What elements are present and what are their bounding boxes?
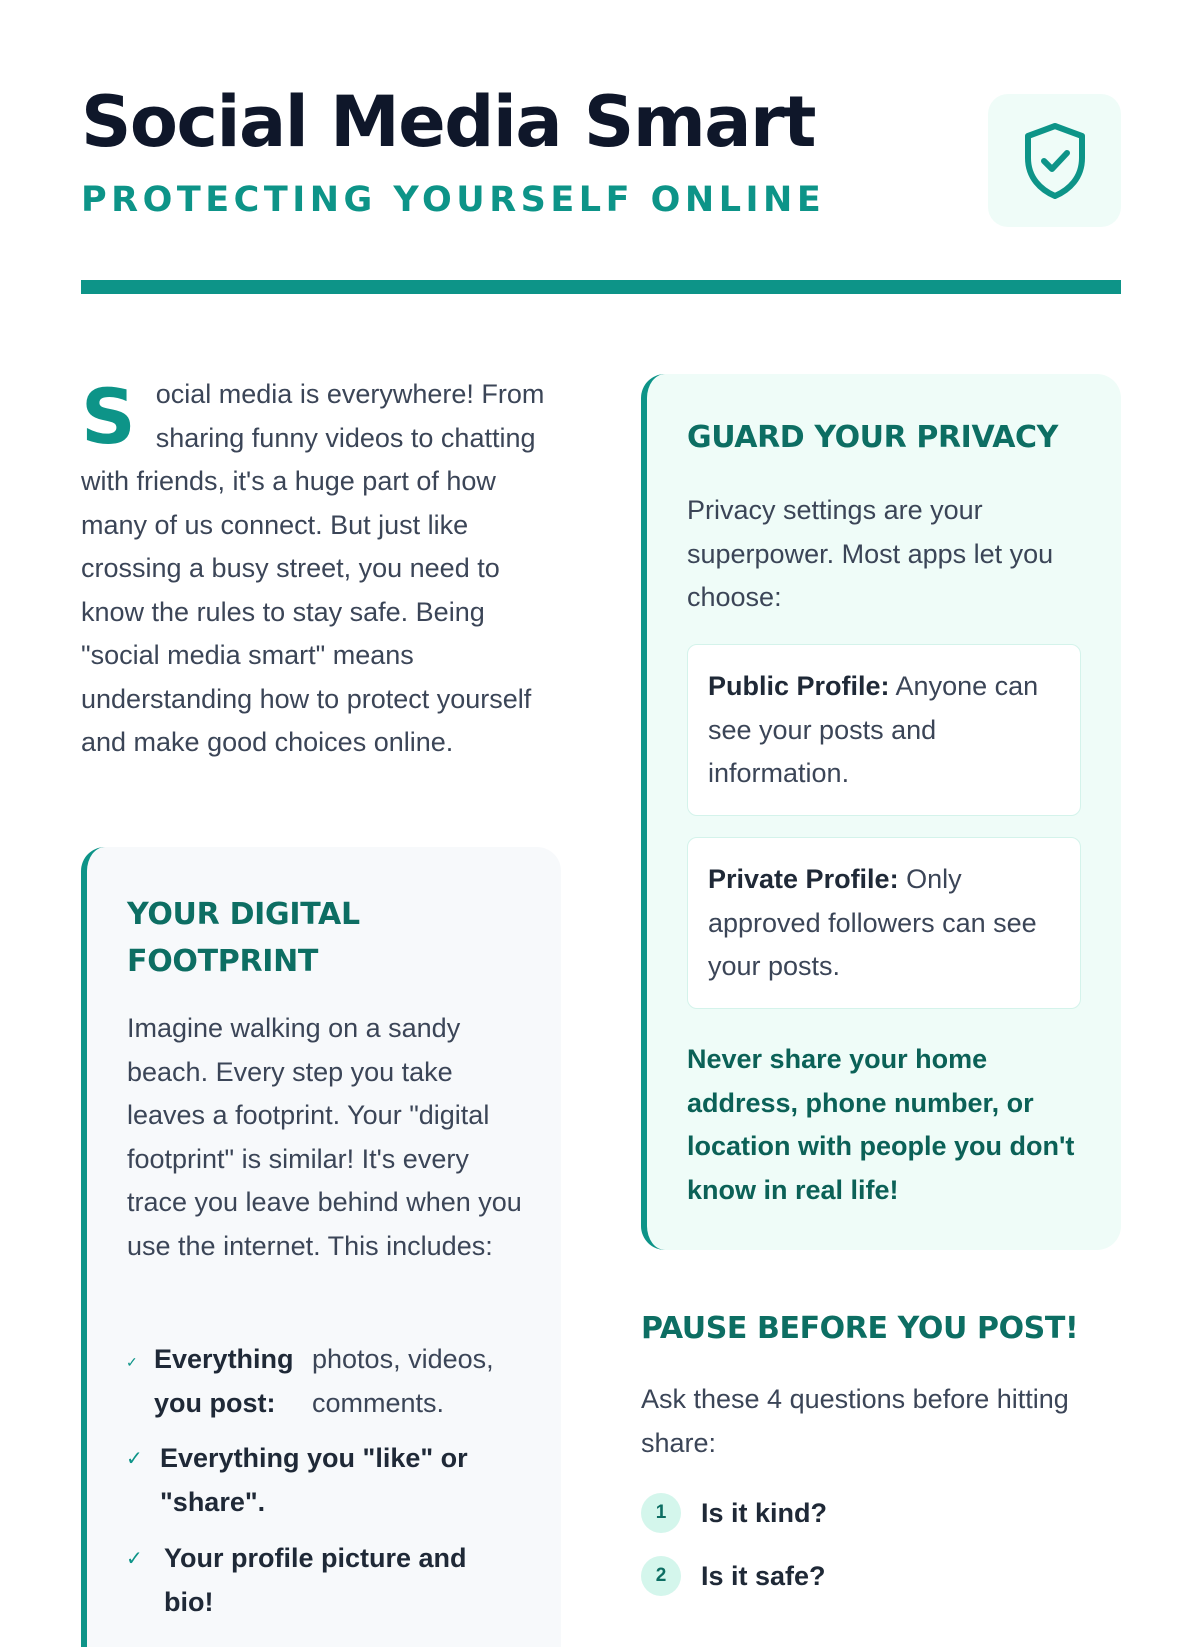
- intro-paragraph: [81, 373, 561, 765]
- question-item: [641, 1556, 826, 1596]
- pause-heading: PAUSE BEFORE YOU POST!: [641, 1311, 1079, 1346]
- option-description: Only approved followers can see your posts.: [708, 864, 1037, 981]
- guard-privacy-card: [641, 374, 1121, 1250]
- checklist-item-strong: Everything you post:: [154, 1344, 294, 1418]
- pause-lead: Ask these 4 questions before hitting share:: [641, 1384, 1069, 1458]
- checklist-item-strong: Your profile picture and bio!: [164, 1543, 467, 1617]
- page-title: Social Media Smart: [81, 81, 816, 163]
- question-text: Is it kind?: [701, 1497, 828, 1528]
- question-number: 2: [641, 1556, 681, 1596]
- option-label: Private Profile:: [708, 864, 899, 894]
- digital-footprint-card: [81, 847, 561, 1647]
- checklist-item-strong: Everything you "like" or "share".: [160, 1443, 468, 1517]
- question-text: Is it safe?: [701, 1560, 826, 1591]
- page-subtitle: PROTECTING YOURSELF ONLINE: [81, 180, 826, 220]
- option-label: Public Profile:: [708, 671, 890, 701]
- public-profile-option: [687, 644, 1081, 816]
- worksheet-page: [81, 0, 1121, 1617]
- checkmark-icon: ✓: [126, 1354, 138, 1370]
- question-number: 1: [641, 1493, 681, 1533]
- checkmark-icon: ✓: [126, 1548, 143, 1570]
- shield-badge: [988, 94, 1121, 227]
- header-divider: [81, 280, 1121, 294]
- footprint-heading: YOUR DIGITAL FOOTPRINT: [127, 897, 360, 979]
- question-item: [641, 1493, 827, 1533]
- option-description: Anyone can see your posts and information.: [708, 671, 1039, 788]
- shield-check-icon: [1022, 122, 1088, 200]
- privacy-warning: Never share your home address, phone number, or location with people you don't know in real life!: [687, 1044, 1075, 1205]
- checkmark-icon: ✓: [126, 1448, 143, 1470]
- privacy-lead: Privacy settings are your superpower. Most apps let you choose:: [687, 495, 1054, 612]
- intro-text: ocial media is everywhere! From sharing funny videos to chatting with friends, it's a huge part of how many of us connect. But just like crossing a busy street, you need to know the rules to stay safe. Being "social media smart" means understanding how to protect yourself and make good choices online.: [81, 379, 545, 757]
- drop-cap: S: [81, 372, 136, 461]
- checklist-item-text: photos, videos, comments.: [312, 1344, 494, 1418]
- footprint-body: Imagine walking on a sandy beach. Every step you take leaves a footprint. Your "digital footprint" is similar! It's every trace you leave behind when you use the internet. This includes:: [127, 1013, 522, 1261]
- private-profile-option: [687, 837, 1081, 1009]
- privacy-heading: GUARD YOUR PRIVACY: [687, 420, 1058, 455]
